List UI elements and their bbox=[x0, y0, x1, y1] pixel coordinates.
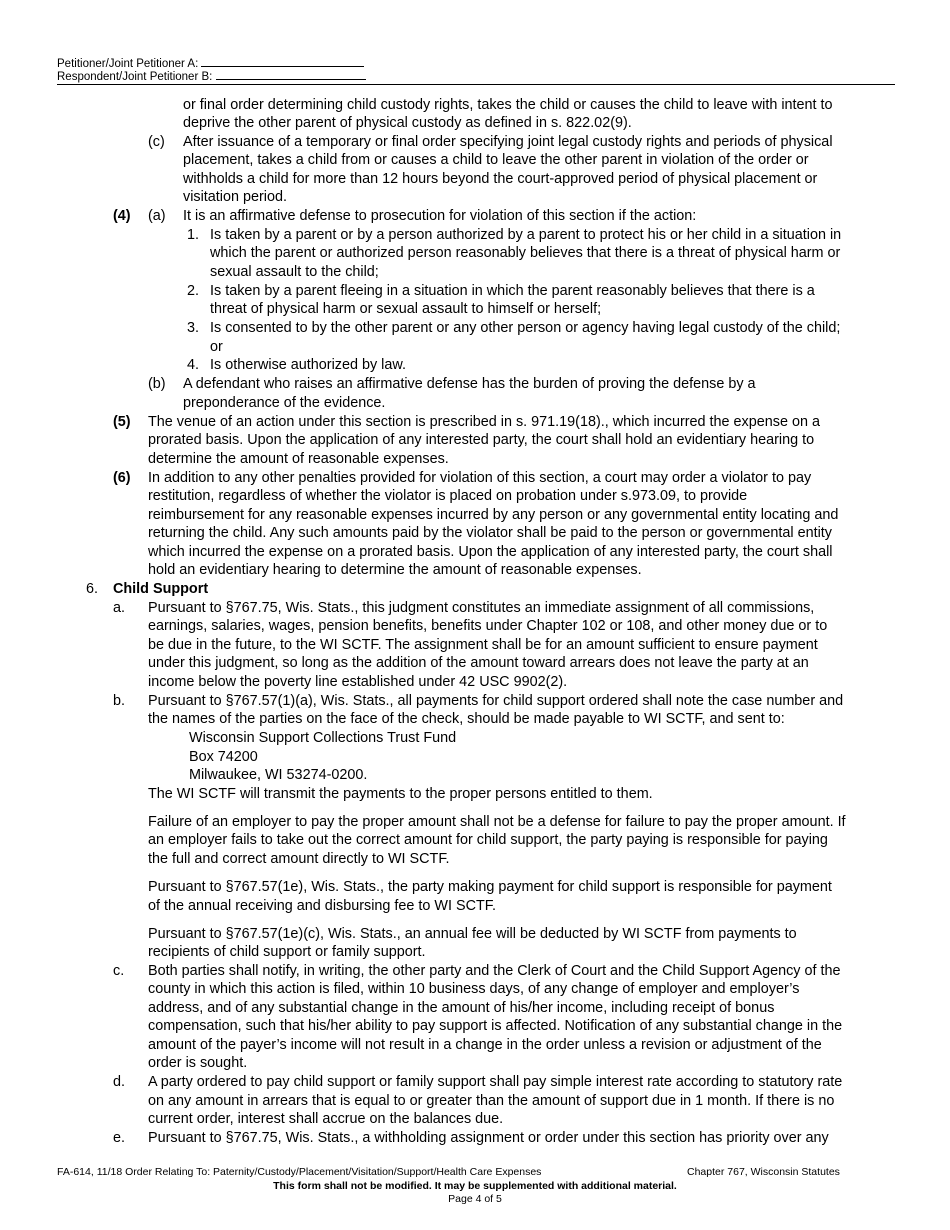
text-line: income below the poverty line established under 42 USC 9902(2). bbox=[148, 674, 568, 690]
text-line: determine the amount of reasonable expenses. bbox=[148, 451, 449, 467]
item-marker: 1. bbox=[187, 227, 200, 243]
item-marker: (c) bbox=[148, 134, 165, 150]
text-line: current order, interest shall accrue on the balances due. bbox=[148, 1111, 504, 1127]
text-line: Is consented to by the other parent or any other person or agency having legal custody of the child; bbox=[210, 320, 841, 336]
item-marker: 4. bbox=[187, 357, 200, 373]
text-line: Is otherwise authorized by law. bbox=[210, 357, 406, 373]
item-marker: 2. bbox=[187, 283, 200, 299]
section-marker: (5) bbox=[113, 414, 131, 430]
text-line: threat of physical harm or sexual assault to himself or herself; bbox=[210, 301, 602, 317]
petitioner-label: Petitioner/Joint Petitioner A: bbox=[57, 58, 199, 70]
text-line: reimbursement for any reasonable expenses incurred by any person or any governmental entity locating and bbox=[148, 507, 839, 523]
text-line: A defendant who raises an affirmative defense has the burden of proving the defense by a bbox=[183, 376, 756, 392]
text-line: Pursuant to §767.57(1e)(c), Wis. Stats., an annual fee will be deducted by WI SCTF from payments to bbox=[148, 926, 797, 942]
footer-statute: Chapter 767, Wisconsin Statutes bbox=[687, 1166, 840, 1178]
section-number: 6. bbox=[86, 581, 99, 597]
text-line: Pursuant to §767.75, Wis. Stats., this judgment constitutes an immediate assignment of all commissions, bbox=[148, 600, 815, 616]
text-line: restitution, regardless of whether the violator is placed on probation under s.973.09, to provide bbox=[148, 488, 748, 504]
text-line: visitation period. bbox=[183, 189, 287, 205]
text-line: under this judgment, so long as the addition of the amount toward arrears does not leave the party at an bbox=[148, 655, 809, 671]
text-line: Both parties shall notify, in writing, the other party and the Clerk of Court and the Child Support Agency of the bbox=[148, 963, 841, 979]
item-marker: (b) bbox=[148, 376, 166, 392]
text-line: which incurred the expense on a prorated basis. Upon the application of any interested party, the court shall bbox=[148, 544, 833, 560]
text-line: The venue of an action under this section is prescribed in s. 971.19(18)., which incurred the expense on a bbox=[148, 414, 820, 430]
item-marker: a. bbox=[113, 600, 126, 616]
item-marker: b. bbox=[113, 693, 126, 709]
text-line: sexual assault to the child; bbox=[210, 264, 379, 280]
text-line: The WI SCTF will transmit the payments to the proper persons entitled to them. bbox=[148, 786, 653, 802]
text-line: Is taken by a parent or by a person authorized by a parent to protect his or her child in a situation in bbox=[210, 227, 842, 243]
text-line: In addition to any other penalties provided for violation of this section, a court may order a violator to pay bbox=[148, 470, 812, 486]
text-line: deprive the other parent of physical custody as defined in s. 822.02(9). bbox=[183, 115, 632, 131]
text-line: compensation, such that his/her ability to pay support is affected. Notification of any substantial change in the bbox=[148, 1018, 843, 1034]
text-line: order is sought. bbox=[148, 1055, 248, 1071]
section-marker: (4) bbox=[113, 208, 131, 224]
item-marker: 3. bbox=[187, 320, 200, 336]
text-line: It is an affirmative defense to prosecution for violation of this section if the action: bbox=[183, 208, 697, 224]
text-line: the full and correct amount directly to WI SCTF. bbox=[148, 851, 450, 867]
address-line: Box 74200 bbox=[189, 749, 258, 765]
text-line: the names of the parties on the face of the check, should be made payable to WI SCTF, and sent to: bbox=[148, 711, 785, 727]
address-line: Wisconsin Support Collections Trust Fund bbox=[189, 730, 457, 746]
text-line: placement, takes a child from or causes a child to leave the other parent in violation of the order or bbox=[183, 152, 809, 168]
text-line: amount of the payer’s income will not result in a change in the order unless a revision or adjustment of the bbox=[148, 1037, 822, 1053]
text-line: recipients of child support or family support. bbox=[148, 944, 426, 960]
text-line: preponderance of the evidence. bbox=[183, 395, 386, 411]
text-line: earnings, salaries, wages, pension benefits, benefits under Chapter 102 or 108, and other money due or to bbox=[148, 618, 828, 634]
text-line: prorated basis. Upon the application of any interested party, the court shall hold an evidentiary hearing to bbox=[148, 432, 815, 448]
text-line: returning the child. Any such amounts paid by the violator shall be paid to the person or governmental entity bbox=[148, 525, 832, 541]
text-line: After issuance of a temporary or final order specifying joint legal custody rights and periods of physical bbox=[183, 134, 833, 150]
section-marker: (6) bbox=[113, 470, 131, 486]
text-line: or bbox=[210, 339, 223, 355]
text-line: on any amount in arrears that is equal to or greater than the amount of support due in 1 month. If there is no bbox=[148, 1093, 835, 1109]
petitioner-blank[interactable] bbox=[201, 56, 364, 67]
text-line: Is taken by a parent fleeing in a situation in which the parent reasonably believes that there is a bbox=[210, 283, 815, 299]
text-line: an employer fails to take out the correct amount for child support, the party paying is responsible for paying bbox=[148, 832, 828, 848]
item-marker: c. bbox=[113, 963, 125, 979]
text-line: Pursuant to §767.57(1e), Wis. Stats., the party making payment for child support is responsible for payment bbox=[148, 879, 832, 895]
address-line: Milwaukee, WI 53274-0200. bbox=[189, 767, 368, 783]
text-line: or final order determining child custody rights, takes the child or causes the child to leave with intent to bbox=[183, 97, 833, 113]
text-line: A party ordered to pay child support or family support shall pay simple interest rate according to statutory rate bbox=[148, 1074, 843, 1090]
footer-form-id: FA-614, 11/18 Order Relating To: Paternity/Custody/Placement/Visitation/Support/Health Care Expenses bbox=[57, 1166, 542, 1178]
text-line: of the annual receiving and disbursing fee to WI SCTF. bbox=[148, 898, 496, 914]
respondent-label: Respondent/Joint Petitioner B: bbox=[57, 71, 213, 83]
respondent-line bbox=[57, 69, 366, 84]
text-line: hold an evidentiary hearing to determine the amount of reasonable expenses. bbox=[148, 562, 642, 578]
text-line: Pursuant to §767.57(1)(a), Wis. Stats., all payments for child support ordered shall note the case number and bbox=[148, 693, 844, 709]
section-title: Child Support bbox=[113, 581, 209, 597]
footer-page-number: Page 4 of 5 bbox=[448, 1193, 502, 1205]
item-marker: d. bbox=[113, 1074, 126, 1090]
item-marker: (a) bbox=[148, 208, 166, 224]
text-line: Failure of an employer to pay the proper amount shall not be a defense for failure to pay the proper amount. If bbox=[148, 814, 846, 830]
text-line: county in which this action is filed, within 10 business days, of any change of employer and employer’s bbox=[148, 981, 800, 997]
header-rule bbox=[57, 84, 895, 85]
text-line: address, and of any substantial change in the amount of his/her income, including receipt of bonus bbox=[148, 1000, 775, 1016]
text-line: Pursuant to §767.75, Wis. Stats., a withholding assignment or order under this section has priority over any bbox=[148, 1130, 829, 1146]
text-line: be due in the future, to the WI SCTF. The assignment shall be for an amount sufficient to ensure payment bbox=[148, 637, 818, 653]
footer-notice: This form shall not be modified. It may be supplemented with additional material. bbox=[273, 1180, 677, 1192]
text-line: which the parent or authorized person reasonably believes that there is a threat of physical harm or bbox=[210, 245, 841, 261]
text-line: withholds a child for more than 12 hours beyond the court-approved period of physical placement or bbox=[183, 171, 818, 187]
respondent-blank[interactable] bbox=[216, 69, 366, 80]
item-marker: e. bbox=[113, 1130, 126, 1146]
